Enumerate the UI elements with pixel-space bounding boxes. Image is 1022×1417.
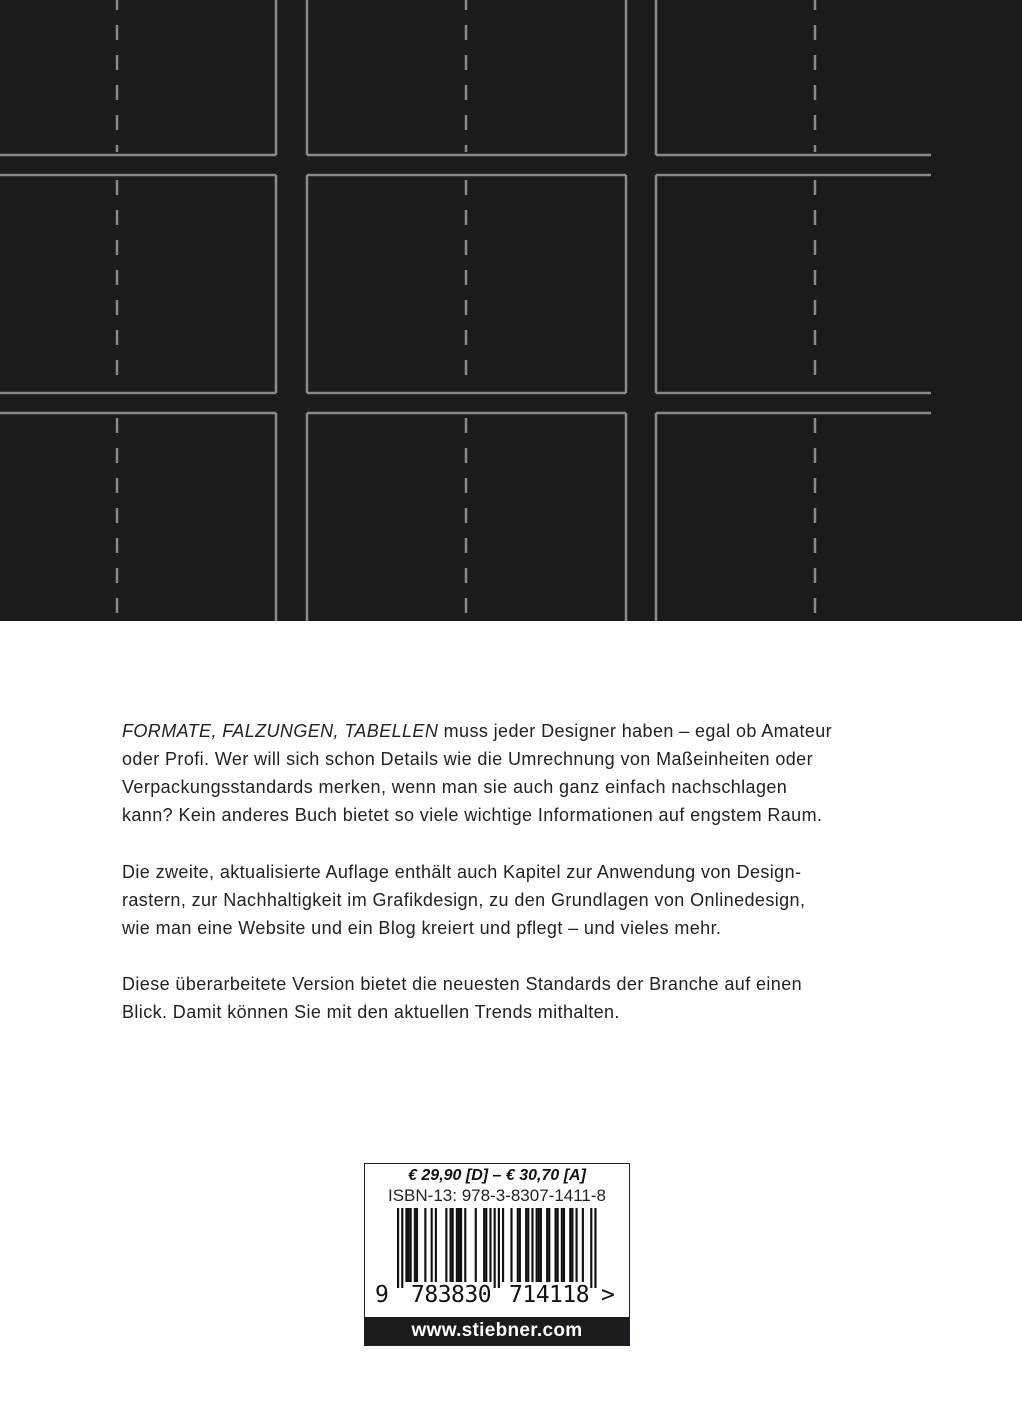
book-title-italic: FORMATE, FALZUNGEN, TABELLEN xyxy=(122,721,439,741)
barcode-bar xyxy=(424,1208,426,1282)
barcode-bar xyxy=(431,1208,433,1282)
ean-barcode xyxy=(365,1208,629,1288)
barcode-bar xyxy=(527,1208,529,1282)
barcode-bar xyxy=(548,1208,550,1282)
barcode-bar xyxy=(410,1208,412,1282)
barcode-bar xyxy=(538,1208,540,1282)
barcode-bar xyxy=(498,1208,500,1288)
barcode-bar xyxy=(590,1208,592,1288)
text-line: wie man eine Website und ein Blog kreiert und pflegt – und vieles mehr. xyxy=(122,918,722,938)
barcode-bar xyxy=(519,1208,521,1282)
blurb-paragraph-1 xyxy=(122,717,832,829)
barcode-bar xyxy=(582,1208,584,1282)
barcode-bar xyxy=(489,1208,491,1282)
barcode-digits-left: 783830 xyxy=(411,1282,492,1308)
barcode-bar xyxy=(435,1208,437,1282)
barcode-bar xyxy=(452,1208,454,1282)
barcode-bar xyxy=(483,1208,485,1282)
barcode-bar xyxy=(557,1208,559,1282)
barcode-bar xyxy=(576,1208,578,1282)
blurb-paragraph-2 xyxy=(122,858,805,942)
barcode-bar xyxy=(494,1208,496,1288)
isbn-text: ISBN-13: 978-3-8307-1411-8 xyxy=(388,1186,606,1205)
barcode-bar xyxy=(531,1208,533,1282)
text-line: Diese überarbeitete Version bietet die neuesten Standards der Branche auf einen xyxy=(122,974,803,994)
text-line: Blick. Damit können Sie mit den aktuellen Trends mithalten. xyxy=(122,1002,620,1022)
barcode-bar xyxy=(414,1208,416,1282)
barcode-bar xyxy=(460,1208,462,1282)
barcode-bar xyxy=(401,1208,403,1288)
text-line: kann? Kein anderes Buch bietet so viele wichtige Informationen auf engstem Raum. xyxy=(122,805,823,825)
publisher-url: www.stiebner.com xyxy=(365,1317,629,1345)
price-text: € 29,90 [D] – € 30,70 [A] xyxy=(408,1167,586,1184)
text-line: Die zweite, aktualisierte Auflage enthält auch Kapitel zur Anwendung von Design- xyxy=(122,862,802,882)
barcode-digits-right: 714118 xyxy=(509,1282,590,1308)
barcode-bar xyxy=(485,1208,487,1282)
barcode-bar xyxy=(450,1208,452,1282)
barcode-bar xyxy=(563,1208,565,1282)
text-line: muss jeder Designer haben – egal ob Amateur xyxy=(438,721,833,741)
barcode-bar xyxy=(594,1208,596,1288)
barcode-digit-first: 9 xyxy=(375,1282,389,1308)
quiet-zone-marker: > xyxy=(601,1282,615,1308)
barcode-label xyxy=(364,1163,630,1346)
barcode-bar xyxy=(546,1208,548,1282)
barcode-digits xyxy=(365,1282,629,1310)
barcode-bar xyxy=(458,1208,460,1282)
barcode-bar xyxy=(525,1208,527,1282)
barcode-bar xyxy=(464,1208,466,1282)
barcode-bar xyxy=(517,1208,519,1282)
barcode-bar xyxy=(416,1208,418,1282)
cover-grid-artwork xyxy=(0,0,1022,621)
barcode-bar xyxy=(571,1208,573,1282)
text-line: rastern, zur Nachhaltigkeit im Grafikdesign, zu den Grundlagen von Onlinedesign, xyxy=(122,890,806,910)
barcode-bar xyxy=(405,1208,407,1282)
barcode-bar xyxy=(569,1208,571,1282)
barcode-bar xyxy=(397,1208,399,1288)
text-line: oder Profi. Wer will sich schon Details wie die Umrechnung von Maßeinheiten oder xyxy=(122,749,813,769)
barcode-bar xyxy=(502,1208,504,1282)
barcode-bar xyxy=(456,1208,458,1282)
barcode-bar xyxy=(540,1208,542,1282)
text-line: Verpackungsstandards merken, wenn man sie auch ganz einfach nachschlagen xyxy=(122,777,788,797)
barcode-bar xyxy=(408,1208,410,1282)
barcode-bar xyxy=(445,1208,447,1282)
barcode-bar xyxy=(510,1208,512,1282)
barcode-bar xyxy=(561,1208,563,1282)
barcode-bar xyxy=(536,1208,538,1282)
blurb-paragraph-3 xyxy=(122,970,802,1026)
barcode-bar xyxy=(555,1208,557,1282)
barcode-bar xyxy=(475,1208,477,1282)
